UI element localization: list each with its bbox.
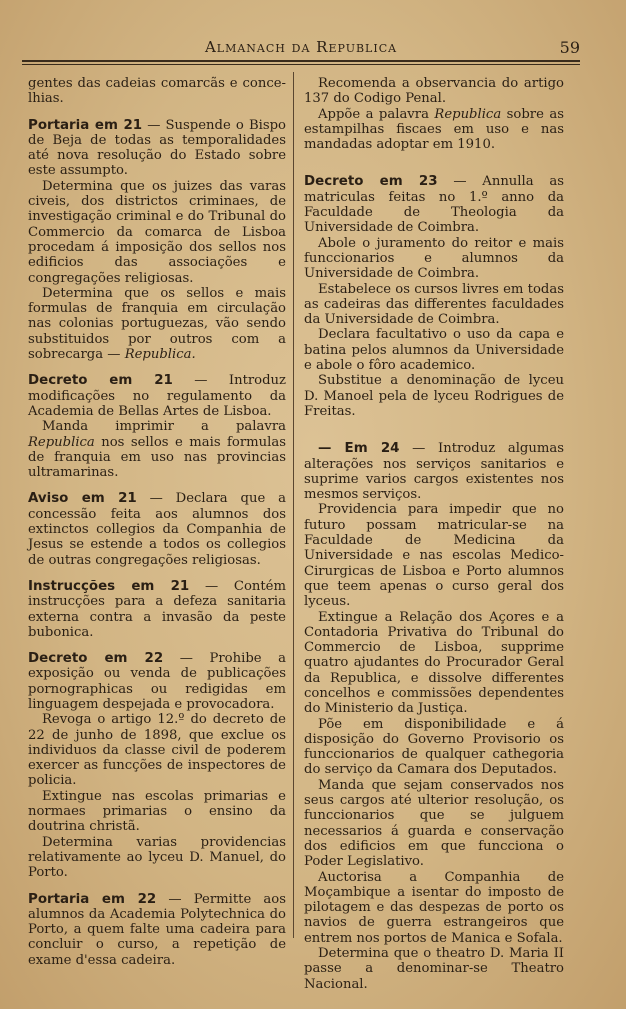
body-paragraph (304, 282, 564, 328)
paragraph-text: Determina que o theatro D. Maria II passe a denominar-se Theatro Nacional. (304, 946, 564, 992)
body-paragraph (304, 502, 564, 609)
entry-paragraph (28, 373, 286, 419)
paragraph-text: Recomenda a observancia do artigo 137 do Codigo Penal. (304, 76, 564, 107)
paragraph-text: Determina varias providencias relativamente ao lyceu D. Manuel, do Porto. (28, 834, 286, 881)
paragraph-text: nos sellos e mais formulas de franquia em uso nas provincias ultramarinas. (28, 434, 286, 481)
body-paragraph (28, 712, 286, 788)
entry-paragraph (28, 579, 286, 640)
body-paragraph (304, 946, 564, 992)
entry-paragraph (304, 174, 564, 235)
paragraph-text: Revoga o artigo 12.º do decreto de 22 de junho de 1898, que exclue os individuos da classe civil de poderem exercer as funcções de inspectores de policia. (28, 712, 286, 789)
body-paragraph (28, 76, 286, 107)
running-header (22, 30, 580, 62)
entry-heading: Aviso em 21 (28, 491, 137, 507)
entry-heading: Decreto em 21 (28, 373, 173, 389)
paragraph-text: Declara facultativo o uso da capa e batina pelos alumnos da Universidade e abole o fôro academico. (304, 327, 564, 374)
paragraph-text: — Annulla as matriculas feitas no 1.º anno da Faculdade de Theologia da Universidade de Coimbra. (304, 174, 564, 236)
paragraph-text: Appõe a palavra (318, 106, 435, 122)
body-paragraph (28, 419, 286, 480)
paragraph-text: Auctorisa a Companhia de Moçambique a isentar do imposto de pilotagem e das despezas de porto os navios de guerra estrangeiros que entrem nos portos de Manica e Sofala. (304, 869, 564, 946)
body-paragraph (304, 778, 564, 870)
paragraph-text: Abole o juramento do reitor e mais funccionarios e alumnos da Universidade de Coimbra. (304, 235, 564, 282)
body-paragraph (304, 717, 564, 778)
paragraph-text: gentes das cadeias comarcãs e conce-lhias. (28, 76, 286, 107)
paragraph-text: Manda que sejam conservados nos seus cargos até ulterior resolução, os funccionarios que se julguem necessarios á guarda e conservação dos edificios em que funcciona o Poder Legislativo. (304, 777, 564, 870)
paragraph-text: Substitue a denominação de lyceu D. Manoel pela de lyceu Rodrigues de Freitas. (304, 373, 564, 419)
body-paragraph (304, 236, 564, 282)
italic-word: Republica (434, 106, 502, 122)
body-paragraph (28, 835, 286, 881)
entry-paragraph (28, 118, 286, 179)
paragraph-text: Manda imprimir a palavra (42, 419, 286, 435)
body-paragraph (304, 870, 564, 946)
paragraph-text: — Suspende o Bispo de Beja de todas as temporalidades até nova resolução do Estado sobre este assumpto. (28, 117, 286, 179)
entry-heading: Decreto em 23 (304, 174, 438, 190)
entry-heading: Decreto em 22 (28, 651, 164, 667)
paragraph-text: — Contém instrucções para a defeza sanitaria externa contra a invasão da peste bubonica. (28, 578, 286, 640)
body-paragraph (304, 610, 564, 717)
paragraph-text: sobre as estampilhas fiscaes em uso e nas mandadas adoptar em 1910. (304, 106, 564, 153)
entry-paragraph (28, 892, 286, 968)
body-paragraph (304, 76, 564, 107)
paragraph-text: — Declara que a concessão feita aos alumnos dos extinctos collegios da Companhia de Jesus se estende a todos os collegios de outras congregações religiosas. (28, 491, 286, 568)
body-paragraph (28, 286, 286, 362)
italic-word: Republica (28, 434, 95, 450)
entry-heading: — Em 24 (318, 441, 400, 457)
entry-paragraph (28, 651, 286, 712)
paragraph-text: — Introduz modificações no regulamento da Academia de Bellas Artes de Lisboa. (28, 373, 286, 419)
entry-paragraph (304, 441, 564, 502)
paragraph-text: Extingue a Relação dos Açores e a Contadoria Privativa do Tribunal do Commercio de Lisboa, supprime quatro ajudantes do Procurador Geral da Republica, e dissolve differentes concelhos e commissões dependentes do Ministerio da Justiça. (304, 609, 564, 717)
right-column (304, 76, 564, 992)
entry-heading: Portaria em 21 (28, 117, 143, 133)
paragraph-text: Determina que os juizes das varas civeis, dos districtos criminaes, de investigação criminal e do Tribunal do Commercio da comarca de Lisboa procedam á imposição dos sellos nos edificios das associações e congregações religiosas. (28, 178, 286, 286)
italic-word: Republica. (124, 347, 196, 363)
paragraph-text: — Prohibe a exposição ou venda de publicações pornographicas ou redigidas em linguagem despejada e provocadora. (28, 651, 286, 712)
paragraph-text: — Permitte aos alumnos da Academia Polytechnica do Porto, a quem falte uma cadeira para concluir o curso, a repetição de exame d'essa cadeira. (28, 891, 286, 968)
page-number: 59 (559, 38, 580, 57)
paragraph-text: Determina que os sellos e mais formulas de franquia em circulação nas colonias portuguezas, vão sendo substituidos por outros com a sobrecarga — (28, 285, 286, 363)
left-column (28, 76, 286, 968)
column-divider (293, 72, 294, 938)
body-paragraph (28, 789, 286, 835)
entry-heading: Instrucções em 21 (28, 578, 190, 594)
entry-paragraph (28, 491, 286, 567)
paragraph-text: — Introduz algumas alterações nos serviços sanitarios e suprime varios cargos existentes nos mesmos serviços. (304, 441, 564, 503)
body-paragraph (28, 179, 286, 286)
header-rule (22, 64, 580, 65)
paragraph-text: Estabelece os cursos livres em todas as cadeiras das differentes faculdades da Universidade de Coimbra. (304, 281, 564, 328)
paragraph-text: Providencia para impedir que no futuro possam matricular-se na Faculdade de Medicina da Universidade e nas escolas Medico-Cirurgicas de Lisboa e Porto alumnos que teem apenas o curso geral dos lyceus. (304, 502, 564, 610)
entry-heading: Portaria em 22 (28, 891, 157, 907)
body-paragraph (304, 107, 564, 153)
running-title: Almanach da Republica (204, 38, 398, 56)
body-paragraph (304, 327, 564, 373)
paragraph-text: Extingue nas escolas primarias e normaes primarias o ensino da doutrina christã. (28, 788, 286, 835)
paragraph-text: Põe em disponibilidade e á disposição do Governo Provisorio os funccionarios de qualquer cathegoria do serviço da Camara dos Deputados. (304, 716, 564, 778)
body-paragraph (304, 373, 564, 419)
